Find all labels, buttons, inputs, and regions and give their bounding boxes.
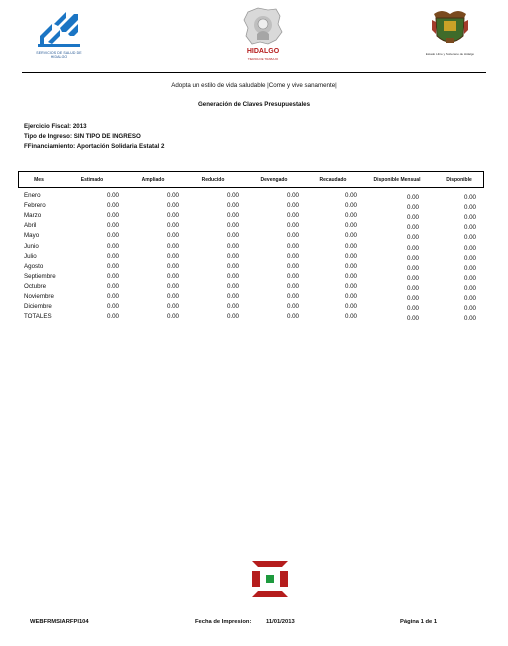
ssh-emblem-icon (30, 6, 88, 50)
col-header-recaudado: Recaudado (319, 177, 347, 183)
table-cell: 0.00 (226, 252, 239, 260)
table-cell: 0.00 (106, 252, 119, 260)
table-cell: 0.00 (286, 293, 299, 300)
table-cell: 0.00 (406, 224, 419, 232)
financing-source: FFinanciamiento: Aportación Solidaria Estatal 2 (24, 143, 165, 150)
table-cell: 0.00 (226, 272, 239, 280)
col-header-mes: Mes (34, 177, 44, 183)
table-cell: 0.00 (226, 282, 239, 290)
hidalgo-state-map-icon (240, 6, 286, 48)
table-cell: 0.00 (344, 242, 357, 250)
row-month-label: Mayo (24, 232, 40, 240)
totals-label: TOTALES (24, 313, 52, 321)
col-header-ampliado: Ampliado (141, 177, 165, 183)
table-cell: 0.00 (344, 293, 357, 300)
table-cell: 0.00 (406, 305, 419, 313)
table-cell: 0.00 (286, 232, 299, 240)
totals-cell: 0.00 (106, 313, 119, 321)
row-month-label: Agosto (24, 262, 44, 270)
row-month-label: Octubre (24, 282, 47, 290)
table-cell: 0.00 (344, 262, 357, 270)
state-caption: Estado Libre y Soberano de Hidalgo (425, 52, 475, 56)
table-cell: 0.00 (463, 224, 476, 232)
table-cell: 0.00 (166, 293, 179, 300)
table-cell: 0.00 (344, 232, 357, 240)
table-cell: 0.00 (166, 252, 179, 260)
col-header-devengado: Devengado (260, 177, 288, 183)
table-cell: 0.00 (226, 192, 239, 199)
servicios-salud-logo (30, 6, 88, 62)
table-cell: 0.00 (344, 282, 357, 290)
row-month-label: Abril (24, 222, 37, 230)
hidalgo-tagline: TIERRA DE TRABAJO (247, 57, 279, 61)
table-cell: 0.00 (463, 244, 476, 252)
table-cell: 0.00 (344, 212, 357, 220)
table-cell: 0.00 (166, 192, 179, 199)
row-month-label: Enero (24, 192, 41, 199)
totals-cell: 0.00 (286, 313, 299, 321)
table-cell: 0.00 (286, 282, 299, 290)
table-cell: 0.00 (344, 222, 357, 230)
table-cell: 0.00 (166, 272, 179, 280)
table-cell: 0.00 (106, 272, 119, 280)
col-header-reducido: Reducido (201, 177, 225, 183)
table-cell: 0.00 (463, 214, 476, 222)
table-cell: 0.00 (226, 293, 239, 300)
table-cell: 0.00 (286, 242, 299, 250)
table-cell: 0.00 (106, 232, 119, 240)
table-cell: 0.00 (406, 274, 419, 282)
table-cell: 0.00 (406, 284, 419, 292)
table-cell: 0.00 (106, 303, 119, 311)
table-cell: 0.00 (463, 284, 476, 292)
col-header-disponible-mensual: Disponible Mensual (373, 177, 421, 183)
table-cell: 0.00 (106, 262, 119, 270)
totals-cell: 0.00 (166, 313, 179, 321)
table-cell: 0.00 (226, 232, 239, 240)
row-month-label: Junio (24, 242, 39, 250)
row-month-label: Febrero (24, 202, 46, 210)
row-month-label: Julio (24, 252, 37, 260)
table-cell: 0.00 (406, 204, 419, 212)
row-month-label: Marzo (24, 212, 42, 220)
table-cell: 0.00 (463, 204, 476, 212)
table-cell: 0.00 (344, 272, 357, 280)
table-cell: 0.00 (406, 254, 419, 262)
table-cell: 0.00 (406, 295, 419, 302)
hidalgo-wordmark: HIDALGO (246, 48, 280, 55)
report-title: Generación de Claves Presupuestales (197, 101, 311, 108)
table-cell: 0.00 (166, 242, 179, 250)
table-cell: 0.00 (226, 202, 239, 210)
table-cell: 0.00 (106, 192, 119, 199)
page-number: Página 1 de 1 (400, 619, 438, 625)
table-cell: 0.00 (166, 222, 179, 230)
table-cell: 0.00 (226, 212, 239, 220)
table-cell: 0.00 (166, 282, 179, 290)
table-cell: 0.00 (344, 252, 357, 260)
table-cell: 0.00 (106, 212, 119, 220)
table-cell: 0.00 (463, 305, 476, 313)
table-cell: 0.00 (463, 194, 476, 201)
table-header (18, 171, 484, 188)
totals-cell: 0.00 (344, 313, 357, 321)
table-cell: 0.00 (106, 282, 119, 290)
table-cell: 0.00 (166, 303, 179, 311)
footer-emblem-icon (252, 561, 288, 597)
table-cell: 0.00 (344, 202, 357, 210)
header-divider (22, 72, 486, 73)
table-cell: 0.00 (226, 303, 239, 311)
table-cell: 0.00 (286, 212, 299, 220)
table-cell: 0.00 (226, 222, 239, 230)
row-month-label: Noviembre (24, 293, 54, 300)
table-cell: 0.00 (106, 242, 119, 250)
row-month-label: Diciembre (24, 303, 52, 311)
table-cell: 0.00 (106, 222, 119, 230)
col-header-disponible: Disponible (446, 177, 472, 183)
table-cell: 0.00 (286, 252, 299, 260)
totals-cell: 0.00 (463, 315, 476, 323)
table-cell: 0.00 (463, 254, 476, 262)
table-cell: 0.00 (463, 274, 476, 282)
hidalgo-logo (240, 6, 286, 66)
table-cell: 0.00 (286, 202, 299, 210)
table-cell: 0.00 (286, 272, 299, 280)
totals-cell: 0.00 (406, 315, 419, 323)
table-cell: 0.00 (286, 262, 299, 270)
table-cell: 0.00 (406, 234, 419, 242)
table-cell: 0.00 (286, 192, 299, 199)
table-cell: 0.00 (226, 262, 239, 270)
table-cell: 0.00 (106, 293, 119, 300)
table-cell: 0.00 (166, 232, 179, 240)
income-type: Tipo de Ingreso: SIN TIPO DE INGRESO (24, 133, 141, 140)
ssh-caption: SERVICIOS DE SALUD DE HIDALGO (36, 51, 82, 59)
slogan: Adopta un estilo de vida saludable |Come y vive sanamente| (171, 82, 337, 89)
table-cell: 0.00 (463, 295, 476, 302)
totals-cell: 0.00 (226, 313, 239, 321)
table-cell: 0.00 (344, 303, 357, 311)
table-cell: 0.00 (106, 202, 119, 210)
table-cell: 0.00 (286, 222, 299, 230)
table-cell: 0.00 (406, 214, 419, 222)
table-cell: 0.00 (344, 192, 357, 199)
table-cell: 0.00 (166, 212, 179, 220)
table-cell: 0.00 (463, 264, 476, 272)
table-cell: 0.00 (286, 303, 299, 311)
fiscal-year: Ejercicio Fiscal: 2013 (24, 123, 87, 130)
footer-emblem (252, 561, 288, 597)
table-cell: 0.00 (166, 202, 179, 210)
col-header-estimado: Estimado (80, 177, 104, 183)
print-date: 11/01/2013 (266, 619, 295, 625)
table-cell: 0.00 (406, 264, 419, 272)
coat-of-arms-icon (430, 8, 470, 50)
print-date-label: Fecha de Impresion: (195, 619, 252, 625)
table-cell: 0.00 (166, 262, 179, 270)
row-month-label: Septiembre (24, 272, 56, 280)
table-cell: 0.00 (463, 234, 476, 242)
table-cell: 0.00 (226, 242, 239, 250)
form-code: WEBFRMSIARFPI104 (30, 619, 89, 625)
table-cell: 0.00 (406, 194, 419, 201)
state-coat-of-arms (425, 8, 475, 66)
table-cell: 0.00 (406, 244, 419, 252)
